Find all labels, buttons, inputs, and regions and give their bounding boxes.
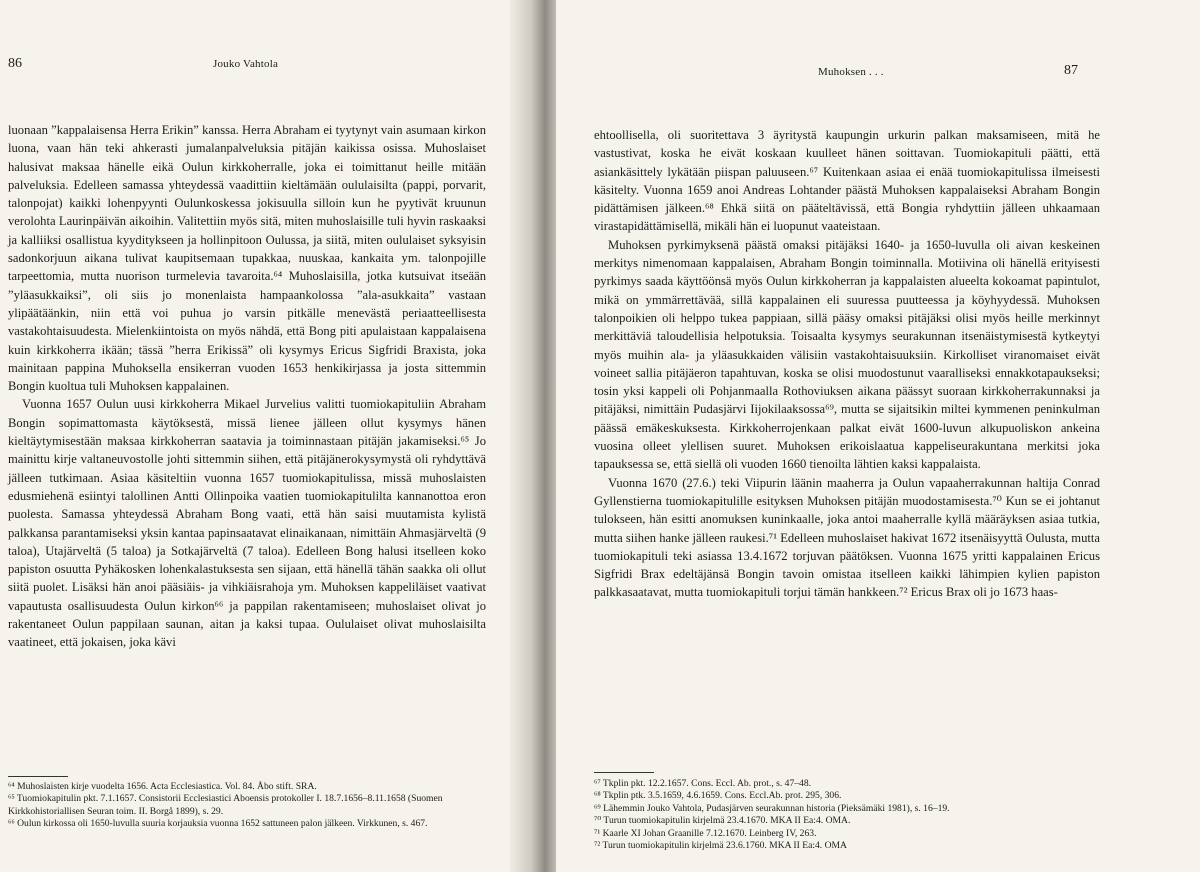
left-page-number: 86 (8, 56, 22, 71)
right-footnote-rule (594, 772, 654, 773)
footnote-69: ⁶⁹ Lähemmin Jouko Vahtola, Pudasjärven seurakunnan historia (Pieksämäki 1981), s. 16–19. (594, 802, 950, 814)
right-paragraph-2: Muhoksen pyrkimyksenä päästä omaksi pitäjäksi 1640- ja 1650-luvulla oli aivan keskeinen merkitys nimenomaan kappalaisen, Abraham Bongin toiminnalla. Motiivina oli hänellä erityisesti pyrkimys saada käyttöönsä myös Oulun kirkkoherran ja kappalaisten alueelta kokoamat papintulot, mikä on ymmärrettävää, sillä kappalainen eli suuressa puutteessa ja köyhyydessä. Muhoksen talonpoikien oli helppo tukea pappiaan, sillä pääsy omaksi pitäjäksi olisi myös heille merkinnyt merkittäviä taloudellisia helpotuksia. Toisaalta kysymys seurakunnan itsenäistymisestä kytkeytyi myös muihin ala- ja yläasukkaiden välisiin vastakohtaisuuksiin. Kirkolliset viranomaiset eivät voineet sallia pitäjäeron tapahtuvan, koska se olisi muodostunut vaaralliseksi ennakkotapaukseksi; tosin yksi kappeli oli Pohjanmaalla Rothoviuksen aikana päässyt suoraan kirkkoherrakunnaksi ja pitäjäksi, nimittäin Pudasjärvi Iijokilaaksossa⁶⁹, mutta se sijaitsikin miltei kymmenen peninkulman päässä emäkeskuksesta. Kirkkoherrojenkaan palkat eivät 1600-luvun alkupuoliskon ankeina vuosina olleet ylellisen suuret. Muhoksen erikoislaatua kappeliseurakuntana merkitsi joka tapauksessa se, että siellä oli vuoden 1660 tienoilta lähtien kaksi kappalaista. (594, 237, 1100, 472)
right-running-head: Muhoksen . . . (818, 66, 884, 78)
footnote-72: ⁷² Turun tuomiokapitulin kirjelmä 23.6.1760. MKA II Ea:4. OMA (594, 840, 847, 852)
footnote-71: ⁷¹ Kaarle XI Johan Graanille 7.12.1670. Leinberg IV, 263. (594, 827, 817, 839)
left-footnote-rule (8, 776, 68, 777)
left-running-head: Jouko Vahtola (213, 58, 279, 70)
footnote-65: ⁶⁵ Tuomiokapitulin pkt. 7.1.1657. Consistorii Ecclesiastici Aboensis protokoller I. 18.7.1656–8.11.1658 (Suomen Kirkkohistoriallisen Seuran toim. II. Borgå 1899), s. 29. (8, 793, 443, 817)
right-page-number: 87 (1064, 63, 1078, 78)
right-body-text (594, 126, 1100, 602)
right-paragraph-1: ehtoollisella, oli suoritettava 3 äyritystä kaupungin urkurin palkan maksamiseen, mitä he vastustivat, koska he eivät koskaan kuulleet hänen soittavan. Tuomiokapituli päätti, että asiankäsittely lykätään piispan paluuseen.⁶⁷ Kuitenkaan asiaa ei enää tuomiokapitulissa ilmeisesti käsitelty. Vuonna 1659 anoi Andreas Lohtander päästä Muhoksen kappalaiseksi Abraham Bongin pidättämisen jälkeen.⁶⁸ Ehkä siitä on pääteltävissä, että Bongia ryhdyttiin jälleen uhkaamaan virastapidättämisellä, mikäli hän ei luopunut vaateistaan. (594, 128, 1100, 234)
footnote-70: ⁷⁰ Turun tuomiokapitulin kirjelmä 23.4.1670. MKA II Ea:4. OMA. (594, 815, 851, 827)
right-page (556, 0, 1200, 872)
right-footnotes (594, 778, 1114, 852)
footnote-64: ⁶⁴ Muhoslaisten kirje vuodelta 1656. Acta Ecclesiastica. Vol. 84. Åbo stift. SRA. (8, 781, 317, 792)
footnote-67: ⁶⁷ Tkplin pkt. 12.2.1657. Cons. Eccl. Ab. prot., s. 47–48. (594, 778, 812, 789)
left-paragraph-1: luonaan ”kappalaisensa Herra Erikin” kanssa. Herra Abraham ei tyytynyt vain asumaan kirkon luona, vaan hän teki ahkerasti jumalanpalveluksia pitäjän kaikissa osissa. Muhoslaiset halusivat maksaa hänelle eikä Oulun kirkkoherralle, joka ei toimittanut heille mitään palveluksia. Edelleen samassa yhteydessä vaadittiin kieltämään oululaisilta (pappi, porvarit, talonpojat) kaikki lohenpyynti Oulunkoskessa jokisuulla silloin kun he pyytivät kruunun verolohta Laurinpäivän aikoihin. Valitettiin myös sitä, miten muhoslaisille tuli hyvin raskaaksi ja kalliiksi osallistua kyyditykseen ja hollinpitoon Oulussa, ja siitä, miten oululaiset syksyisin sadonkorjuun aikana tulivat kaupitsemaan tupakkaa, nuuskaa, kankaita ym. talonpojille tarpeettomia, mutta nuorison turmelevia tavaroita.⁶⁴ Muhoslaisilla, jotka kutsuivat itseään ”yläasukkaiksi”, oli siis jo monenlaista hampaankolossa ”ala-asukkaita” vastaan ylipäätäänkin, niin että voi puhua jo varsin pitkälle menevästä periaatteellisesta vastakohtaisuudesta. Mielenkiintoista on myös nähdä, että Bong piti apulaistaan kappalaisena kuin kirkkoherra ikään; tässä ”herra Erikissä” oli kysymys Ericus Sigfridi Braxista, joka mainitaan pappina Muhoksella ensikerran vuoden 1653 henkikirjassa ja josta sittemmin Bongin kuoltua tuli Muhoksen kappalainen. (8, 123, 486, 394)
left-body-text (8, 121, 486, 652)
left-footnotes (8, 781, 498, 831)
right-paragraph-3: Vuonna 1670 (27.6.) teki Viipurin läänin maaherra ja Oulun vapaaherrakunnan haltija Conrad Gyllenstierna tuomiokapitulille esityksen Muhoksen pitäjän muodostamisesta.⁷⁰ Kun se ei johtanut tulokseen, hän esitti anomuksen kuninkaalle, joka antoi maaherralle kyllä määräyksen asiaa tutkia, mutta siihen hanke jälleen raukesi.⁷¹ Edelleen muhoslaiset hakivat 1672 itsenäisyyttä Oulusta, mutta tuomiokapituli teki asiassa 13.4.1672 torjuvan päätöksen. Vuonna 1675 yritti kappalainen Ericus Sigfridi Brax edeltäjänsä Bongin tavoin omistaa itselleen kaikki lähimpien kylien papiston palkkasaatavat, mutta tuomiokapituli torjui tämän hankkeen.⁷² Ericus Brax oli jo 1673 haas- (594, 475, 1100, 600)
left-paragraph-2: Vuonna 1657 Oulun uusi kirkkoherra Mikael Jurvelius valitti tuomiokapituliin Abraham Bongin sopimattomasta käytöksestä, missä lienee jälleen ollut kysymys hänen kieltäytymisestään maksaa kirkkoherran saatavia ja toiminnastaan pitäjän jakamiseksi.⁶⁵ Jo mainittu kirje valtaneuvostolle johti sittemmin siihen, että pitäjänerokysymystä oli ryhdyttävä jälleen tutkimaan. Asiaa käsiteltiin vuonna 1657 tuomiokapitulissa, missä muhoslaisten edusmiehenä esiintyi talollinen Antti Ollinpoika vaatien tuomiokapitulilta kannanottoa eron puolesta. Samassa yhteydessä Abraham Bong vaati, että hän saisi muutamista kylistä palkkansa parantamiseksi yksin kantaa papinsaatavat elinaikanaan, nimittäin Ahmasjärveltä (9 taloa), Utajärveltä (5 taloa) ja Sotkajärveltä (7 taloa). Edelleen Bong halusi itselleen koko papiston osuutta Pyhäkosken lohenkalastuksesta sen sijaan, että hänellä tähän saakka oli ollut siitä puolet. Lisäksi hän anoi pääsiäis- ja vihkiäisrahoja ym. Muhoksen kappeliläiset vaativat vapautusta osallisuudesta Oulun kirkon⁶⁶ ja pappilan rakentamiseen; muhoslaiset olivat jo rakentaneet Oulun pappilaan saunan, aitan ja kaksi tupaa. Oululaiset olivat muhoslaisilta vaatineet, että jokaisen, joka kävi (8, 397, 486, 650)
left-page (0, 0, 528, 872)
footnote-68: ⁶⁸ Tkplin ptk. 3.5.1659, 4.6.1659. Cons. Eccl.Ab. prot. 295, 306. (594, 790, 842, 802)
footnote-66: ⁶⁶ Oulun kirkossa oli 1650-luvulla suuria korjauksia vuonna 1652 sattuneen palon jälkeen. Virkkunen, s. 467. (8, 818, 428, 830)
